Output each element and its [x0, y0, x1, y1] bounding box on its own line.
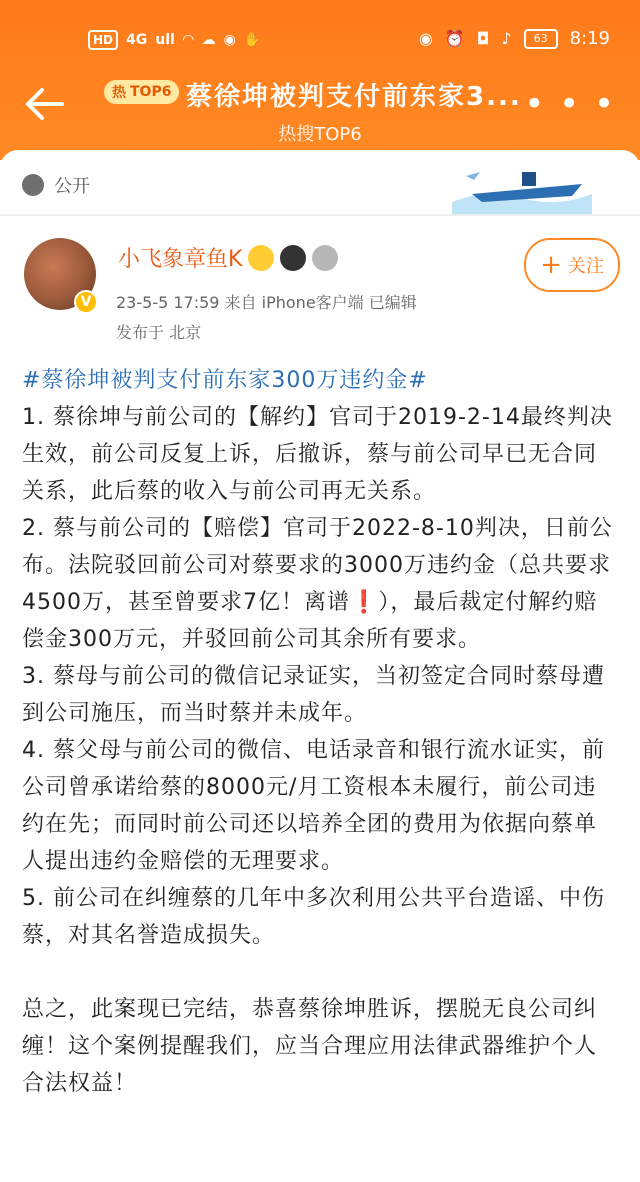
camera-icon: ◘: [476, 29, 490, 48]
paragraph-3: 3. 蔡母与前公司的微信记录证实，当初签定合同时蔡母遭到公司施压，而当时蔡并未成年。: [22, 664, 605, 726]
follow-button[interactable]: [524, 238, 620, 292]
page-subtitle: 热搜TOP6: [278, 124, 362, 145]
post-source: 来自 iPhone客户端: [224, 293, 364, 312]
follow-label: 关注: [567, 256, 604, 277]
fire-icon: 热: [112, 85, 126, 101]
hd-badge: HD: [88, 30, 118, 50]
hot-search-badge: [104, 80, 179, 104]
privacy-label: 公开: [54, 176, 90, 197]
message-icon: ☁: [201, 32, 216, 48]
aircraft-carrier-decoration: [452, 158, 592, 216]
username[interactable]: 小飞象章鱼K: [118, 247, 243, 272]
hashtag-link[interactable]: #蔡徐坤被判支付前东家300万违约金#: [22, 368, 428, 393]
status-left: [88, 30, 261, 50]
paragraph-2: 2. 蔡与前公司的【赔偿】官司于2022-8-10判决，日前公布。法院驳回前公司对蔡要求的3000万违约金（总共要求4500万，甚至曾要求7亿！离谱❗），最后裁定付解约赔偿金300万元，并驳回前公司其余所有要求。: [22, 516, 613, 652]
post-meta: [116, 290, 417, 313]
post-location: 发布于 北京: [116, 323, 202, 342]
eye-icon: ◉: [418, 29, 433, 48]
back-arrow-icon[interactable]: [22, 86, 66, 122]
network-label: 4G: [126, 32, 148, 48]
battery-icon: 63: [524, 29, 558, 49]
status-bar: [0, 0, 640, 60]
nav-bar: [0, 66, 640, 150]
user-icon: ◉: [223, 32, 236, 48]
user-info: [118, 242, 338, 273]
alarm-icon: ⏰: [444, 29, 465, 48]
post-edited: 已编辑: [368, 293, 417, 312]
crown-icon: [248, 245, 274, 271]
mute-icon: ♪: [501, 29, 512, 48]
globe-icon: [22, 174, 44, 196]
spacer: [22, 954, 618, 991]
paragraph-4: 4. 蔡父母与前公司的微信、电话录音和银行流水证实，前公司曾承诺给蔡的8000元/月工资根本未履行，前公司违约在先；而同时前公司还以培养全团的费用为依据向蔡单人提出违约金赔偿的无理要求。: [22, 738, 605, 874]
hot-badge-label: TOP6: [130, 84, 172, 100]
clock: 8:19: [569, 28, 610, 49]
post-content: [22, 362, 618, 1102]
panda-icon: [280, 245, 306, 271]
app-header: [0, 0, 640, 160]
verified-badge-icon: V: [74, 290, 98, 314]
privacy-indicator: [22, 172, 90, 198]
status-right: [419, 28, 610, 49]
page-title: 蔡徐坤被判支付前东家3...: [186, 82, 522, 112]
more-options-icon[interactable]: • • •: [524, 84, 616, 124]
paragraph-1: 1. 蔡徐坤与前公司的【解约】官司于2019-2-14最终判决生效，前公司反复上诉，后撤诉，蔡与前公司早已无合同关系，此后蔡的收入与前公司再无关系。: [22, 405, 613, 504]
post-card: [0, 150, 640, 1182]
hand-icon: ✋: [243, 32, 262, 48]
paragraph-5: 5. 前公司在纠缠蔡的几年中多次利用公共平台造谣、中伤蔡，对其名誉造成损失。: [22, 886, 605, 948]
wifi-icon: ◠: [182, 32, 194, 48]
conclusion-paragraph: 总之，此案现已完结，恭喜蔡徐坤胜诉，摆脱无良公司纠缠！这个案例提醒我们，应当合理应用法律武器维护个人合法权益！: [22, 997, 598, 1096]
silver-medal-icon: [312, 245, 338, 271]
signal-icon: ull: [155, 32, 175, 48]
plus-icon: +: [540, 250, 562, 280]
divider: [0, 214, 640, 216]
post-date: 23-5-5 17:59: [116, 293, 220, 312]
